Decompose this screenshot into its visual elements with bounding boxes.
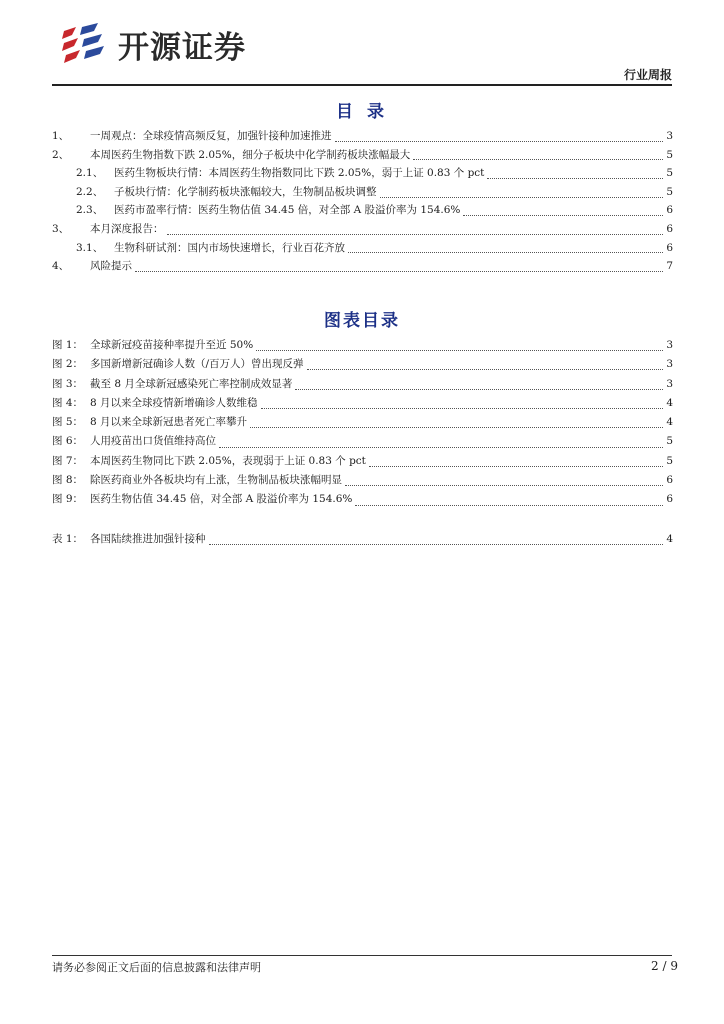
- toc-title: 目 录: [336, 102, 388, 122]
- dot-leader: [219, 435, 663, 448]
- table-item-number: 表 1：: [52, 533, 84, 545]
- figure-item-text: 人用疫苗出口货值维持高位: [90, 435, 216, 448]
- toc-item-text: 本月深度报告：: [90, 222, 164, 235]
- toc-item-page: 5: [666, 167, 673, 180]
- dot-leader: [487, 166, 663, 179]
- toc-item[interactable]: [52, 257, 673, 276]
- figure-item-page: 3: [666, 358, 673, 371]
- toc-item-page: 6: [666, 204, 673, 217]
- figure-item[interactable]: [52, 413, 673, 432]
- figure-item-page: 6: [666, 474, 673, 487]
- figure-item[interactable]: [52, 336, 673, 355]
- kaiyuan-logo-icon: [58, 21, 110, 67]
- table-item-page: 4: [666, 533, 673, 545]
- footer-disclaimer: 请务必参阅正文后面的信息披露和法律声明: [52, 961, 261, 974]
- toc-item-text: 一周观点：全球疫情高频反复，加强针接种加速推进: [90, 130, 332, 142]
- figure-item-number: 图 6：: [52, 435, 84, 448]
- dot-leader: [307, 357, 664, 370]
- toc-item[interactable]: [52, 146, 673, 165]
- figure-item-number: 图 1：: [52, 339, 84, 351]
- toc-item[interactable]: [52, 239, 673, 258]
- toc-item-page: 5: [666, 185, 673, 198]
- toc-item-number: 3.1、: [76, 241, 104, 254]
- toc-item-page: 3: [666, 130, 673, 142]
- dot-leader: [355, 493, 663, 506]
- figure-item[interactable]: [52, 490, 673, 509]
- toc-item-number: 2.1、: [76, 167, 104, 180]
- table-list: [52, 530, 673, 549]
- figure-item-page: 5: [666, 454, 673, 467]
- toc-item-text: 本周医药生物指数下跌 2.05%，细分子板块中化学制药板块涨幅最大: [90, 148, 411, 161]
- toc-list: [52, 127, 673, 276]
- figure-item-text: 除医药商业外各板块均有上涨，生物制品板块涨幅明显: [90, 474, 342, 487]
- toc-item-number: 3、: [52, 222, 70, 235]
- dot-leader: [348, 240, 663, 253]
- page-indicator: 2 / 9: [651, 959, 678, 973]
- figure-item-text: 8 月以来全球新冠患者死亡率攀升: [90, 416, 248, 429]
- toc-item-number: 2.2、: [76, 185, 104, 198]
- dot-leader: [345, 473, 663, 486]
- header-divider: [52, 84, 672, 86]
- figure-item-page: 5: [666, 435, 673, 448]
- figure-item[interactable]: [52, 394, 673, 413]
- toc-item-number: 2、: [52, 148, 70, 161]
- dot-leader: [295, 377, 663, 390]
- dot-leader: [463, 203, 663, 216]
- toc-item-text: 医药生物板块行情：本周医药生物指数同比下跌 2.05%，弱于上证 0.83 个 pct: [114, 167, 485, 180]
- figure-item-text: 截至 8 月全球新冠感染死亡率控制成效显著: [90, 377, 293, 390]
- toc-item[interactable]: [52, 201, 673, 220]
- table-item-text: 各国陆续推进加强针接种: [90, 533, 206, 545]
- figure-item-text: 8 月以来全球疫情新增确诊人数维稳: [90, 396, 258, 409]
- toc-item[interactable]: [52, 220, 673, 239]
- figure-item-text: 多国新增新冠确诊人数（/百万人）曾出现反弹: [90, 358, 304, 371]
- dot-leader: [369, 454, 663, 467]
- dot-leader: [167, 222, 664, 235]
- brand-logo: [58, 20, 246, 68]
- figure-item-number: 图 9：: [52, 493, 84, 506]
- toc-item-text: 子板块行情：化学制药板块涨幅较大，生物制品板块调整: [114, 185, 377, 198]
- figure-item-number: 图 5：: [52, 416, 84, 429]
- dot-leader: [135, 259, 663, 272]
- figure-item-number: 图 7：: [52, 454, 84, 467]
- figure-item-page: 4: [666, 396, 673, 409]
- dot-leader: [380, 185, 664, 198]
- toc-item-text: 生物科研试剂：国内市场快速增长，行业百花齐放: [114, 241, 345, 254]
- figure-item-page: 3: [666, 339, 673, 351]
- dot-leader: [209, 532, 664, 545]
- figure-item[interactable]: [52, 375, 673, 394]
- dot-leader: [413, 147, 663, 160]
- figure-item-number: 图 4：: [52, 396, 84, 409]
- page-header: [0, 0, 724, 86]
- figure-item-page: 6: [666, 493, 673, 506]
- toc-item[interactable]: [52, 183, 673, 202]
- figure-item-text: 本周医药生物同比下跌 2.05%，表现弱于上证 0.83 个 pct: [90, 454, 366, 467]
- toc-item[interactable]: [52, 127, 673, 146]
- toc-item-page: 6: [666, 222, 673, 235]
- figure-item-page: 4: [666, 416, 673, 429]
- table-item[interactable]: [52, 530, 673, 549]
- report-type-label: 行业周报: [623, 68, 672, 82]
- dot-leader: [256, 338, 663, 351]
- figure-item[interactable]: [52, 471, 673, 490]
- toc-item-text: 医药市盈率行情：医药生物估值 34.45 倍，对全部 A 股溢价率为 154.6%: [114, 204, 461, 217]
- figure-item-number: 图 2：: [52, 358, 84, 371]
- figure-item-page: 3: [666, 377, 673, 390]
- dot-leader: [261, 396, 664, 409]
- toc-item-number: 2.3、: [76, 204, 104, 217]
- dot-leader: [250, 415, 663, 428]
- figure-item[interactable]: [52, 432, 673, 451]
- toc-item-text: 风险提示: [90, 260, 132, 273]
- figure-item[interactable]: [52, 452, 673, 471]
- figure-item-number: 图 3：: [52, 377, 84, 390]
- figure-item[interactable]: [52, 355, 673, 374]
- figure-item-number: 图 8：: [52, 474, 84, 487]
- toc-item-page: 7: [666, 260, 673, 273]
- footer-divider: [52, 955, 672, 956]
- brand-name: 开源证券: [118, 29, 246, 66]
- toc-item-page: 5: [666, 148, 673, 161]
- figure-item-text: 全球新冠疫苗接种率提升至近 50%: [90, 339, 254, 351]
- toc-item-page: 6: [666, 241, 673, 254]
- toc-item-number: 1、: [52, 130, 70, 142]
- figure-item-text: 医药生物估值 34.45 倍，对全部 A 股溢价率为 154.6%: [90, 493, 353, 506]
- toc-item-number: 4、: [52, 260, 70, 273]
- dot-leader: [335, 129, 664, 142]
- toc-item[interactable]: [52, 164, 673, 183]
- figure-list: [52, 336, 673, 510]
- figure-list-title: 图表目录: [324, 311, 400, 331]
